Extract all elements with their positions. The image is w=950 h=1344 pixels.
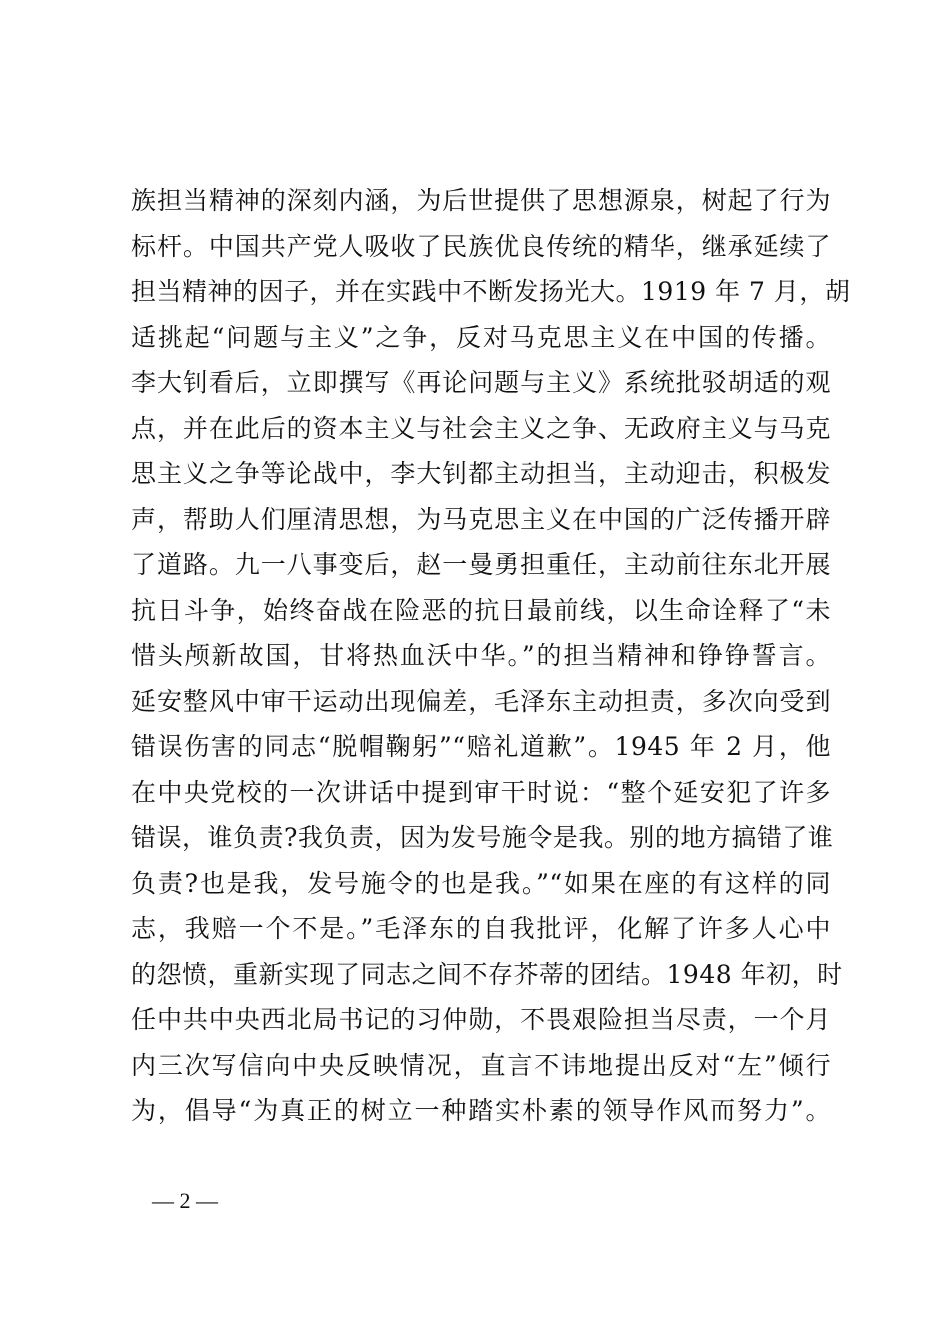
text-line-18: 的怨愤，重新实现了同志之间不存芥蒂的团结。1948 年初，时 <box>131 959 843 989</box>
text-line-7: 思主义之争等论战中，李大钊都主动担当，主动迎击，积极发 <box>131 459 831 488</box>
text-line-6: 点，并在此后的资本主义与社会主义之争、无政府主义与马克 <box>131 413 831 443</box>
text-line-15: 错误，谁负责?我负责，因为发号施令是我。别的地方搞错了谁 <box>131 823 834 852</box>
text-line-1: 族担当精神的深刻内涵，为后世提供了思想源泉，树起了行为 <box>131 186 831 215</box>
text-line-21: 为，倡导“为真正的树立一种踏实朴素的领导作风而努力”。 <box>131 1096 831 1125</box>
text-line-12: 延安整风中审干运动出现偏差，毛泽东主动担责，多次向受到 <box>131 686 831 716</box>
text-line-4: 适挑起“问题与主义”之争，反对马克思主义在中国的传播。 <box>131 322 831 352</box>
text-line-20: 内三次写信向中央反映情况，直言不讳地提出反对“左”倾行 <box>131 1050 831 1080</box>
text-line-8: 声，帮助人们厘清思想，为马克思主义在中国的广泛传播开辟 <box>131 504 831 534</box>
text-line-2: 标杆。中国共产党人吸收了民族优良传统的精华，继承延续了 <box>131 231 831 261</box>
text-line-14: 在中央党校的一次讲话中提到审干时说：“整个延安犯了许多 <box>131 777 831 807</box>
text-line-19: 任中共中央西北局书记的习仲勋，不畏艰险担当尽责，一个月 <box>131 1005 831 1034</box>
text-line-17: 志，我赔一个不是。”毛泽东的自我批评，化解了许多人心中 <box>131 914 831 943</box>
text-line-11: 惜头颅新故国，甘将热血沃中华。”的担当精神和铮铮誓言。 <box>131 641 831 670</box>
text-line-3: 担当精神的因子，并在实践中不断发扬光大。1919 年 7 月，胡 <box>131 277 851 306</box>
text-line-5: 李大钊看后，立即撰写《再论问题与主义》系统批驳胡适的观 <box>131 368 831 397</box>
body-paragraph <box>131 178 851 1134</box>
page-number: — 2 — <box>152 1188 218 1213</box>
text-line-10: 抗日斗争，始终奋战在险恶的抗日最前线，以生命诠释了“未 <box>131 595 831 625</box>
text-line-13: 错误伤害的同志“脱帽鞠躬”“赔礼道歉”。1945 年 2 月，他 <box>131 732 831 761</box>
text-line-16: 负责?也是我，发号施令的也是我。”“如果在座的有这样的同 <box>131 868 831 898</box>
text-line-9: 了道路。九一八事变后，赵一曼勇担重任，主动前往东北开展 <box>131 550 831 579</box>
